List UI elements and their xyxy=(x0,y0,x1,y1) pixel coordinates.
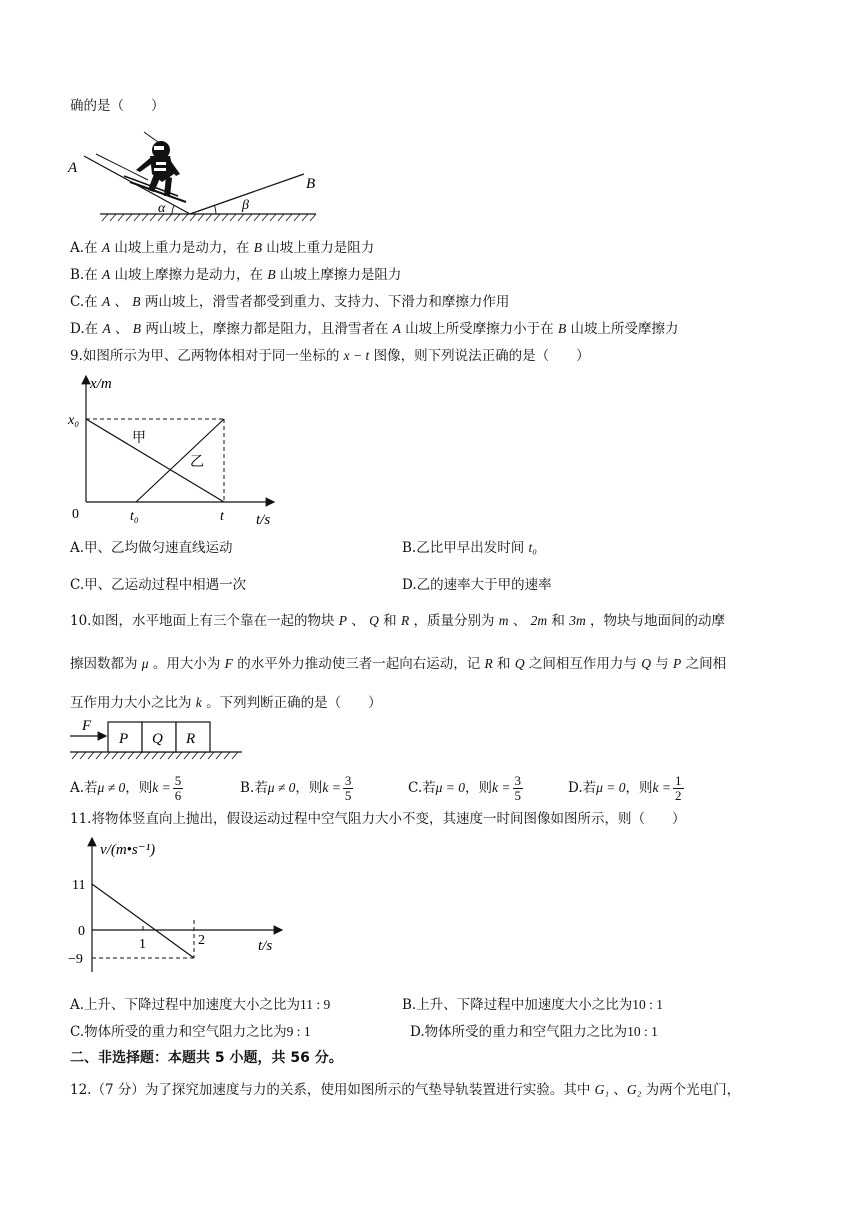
q10-fig-R: R xyxy=(186,731,196,747)
q11-vt-graph xyxy=(62,832,302,992)
q10-blocks-figure xyxy=(66,714,246,760)
q9-option-c: C.甲、乙运动过程中相遇一次 xyxy=(70,577,247,593)
q9-t0: t₀ xyxy=(130,509,139,524)
q9-xlabel: t/s xyxy=(256,512,271,528)
q9-t: t xyxy=(220,509,224,524)
q9-ylabel: x/m xyxy=(90,376,112,392)
q11-x2: 2 xyxy=(198,933,205,948)
q11-option-c: C.物体所受的重力和空气阻力之比为9 : 1 xyxy=(70,1024,311,1040)
q9-label-jia: 甲 xyxy=(132,430,146,446)
q9-option-b: B.乙比甲早出发时间 t₀ xyxy=(402,540,537,556)
q12-stem: 12.（7 分）为了探究加速度与力的关系，使用如图所示的气垫导轨装置进行实验。其中 G₁ 、G₂ 为两个光电门， xyxy=(70,1082,741,1098)
q11-option-a: A.上升、下降过程中加速度大小之比为11 : 9 xyxy=(70,997,331,1013)
q10-fig-F: F xyxy=(82,718,92,734)
q9-option-a: A.甲、乙均做匀速直线运动 xyxy=(70,540,233,556)
q8-slope-figure xyxy=(66,126,326,226)
q9-option-d: D.乙的速率大于甲的速率 xyxy=(402,577,552,593)
q11-x1: 1 xyxy=(139,937,146,952)
q10-stem-line1: 10.如图，水平地面上有三个靠在一起的物块 P 、 Q 和 R ，质量分别为 m 、 2m 和 3m ，物块与地面间的动摩 xyxy=(70,613,726,629)
q11-ylabel: v/(m•s⁻¹) xyxy=(100,842,156,858)
q10-stem-line2: 擦因数都为 μ 。用大小为 F 的水平外力推动使三者一起向右运动，记 R 和 Q 之间相互作用力与 Q 与 P 之间相 xyxy=(70,656,727,672)
q10-stem-line3: 互作用力大小之比为 k 。下列判断正确的是（ ） xyxy=(70,695,382,711)
q8-stem-tail: 确的是（ ） xyxy=(70,98,165,114)
q11-option-b: B.上升、下降过程中加速度大小之比为10 : 1 xyxy=(402,997,663,1013)
q10-fig-Q: Q xyxy=(152,731,163,747)
q8-label-B: B xyxy=(306,176,316,192)
q9-origin: 0 xyxy=(72,507,79,522)
q10-fig-P: P xyxy=(119,731,129,747)
section-heading: 二、非选择题：本题共 5 小题，共 56 分。 xyxy=(70,1050,343,1066)
q11-y0: 0 xyxy=(78,924,85,939)
q8-option-a: A.在 A 山坡上重力是动力，在 B 山坡上重力是阻力 xyxy=(70,240,375,256)
q11-xlabel: t/s xyxy=(258,938,273,954)
q8-option-c: C.在 A 、 B 两山坡上，滑雪者都受到重力、支持力、下滑力和摩擦力作用 xyxy=(70,294,510,310)
q11-ym9: −9 xyxy=(68,952,83,967)
q10-option-d: D.若 μ = 0 ，则 k = $\frac{1}{2}$ xyxy=(568,772,682,803)
q11-option-d: D.物体所受的重力和空气阻力之比为10 : 1 xyxy=(410,1024,658,1040)
q9-stem: 9.如图所示为甲、乙两物体相对于同一坐标的 x − t 图像，则下列说法正确的是（ ） xyxy=(70,348,590,364)
q11-y11: 11 xyxy=(72,878,86,893)
q11-stem: 11.将物体竖直向上抛出，假设运动过程中空气阻力大小不变，其速度一时间图像如图所示，则（ ） xyxy=(70,811,686,827)
q8-option-b: B.在 A 山坡上摩擦力是动力，在 B 山坡上摩擦力是阻力 xyxy=(70,267,402,283)
q9-line-yi xyxy=(136,419,224,502)
q8-label-beta: β xyxy=(242,198,249,213)
q9-label-yi: 乙 xyxy=(190,454,204,470)
q8-label-alpha: α xyxy=(158,201,166,216)
q10-option-c: C.若 μ = 0 ，则 k = $\frac{3}{5}$ xyxy=(408,772,522,803)
q8-option-d: D.在 A 、 B 两山坡上，摩擦力都是阻力，且滑雪者在 A 山坡上所受摩擦力小于在 B 山坡上所受摩擦力 xyxy=(70,321,679,337)
q9-xt-graph xyxy=(60,370,290,530)
q10-option-a: A.若 μ ≠ 0 ，则 k = $\frac{5}{6}$ xyxy=(70,772,182,803)
q8-label-A: A xyxy=(68,160,78,176)
q10-option-b: B.若 μ ≠ 0 ，则 k = $\frac{3}{5}$ xyxy=(240,772,352,803)
q9-x0: x₀ xyxy=(68,413,80,428)
